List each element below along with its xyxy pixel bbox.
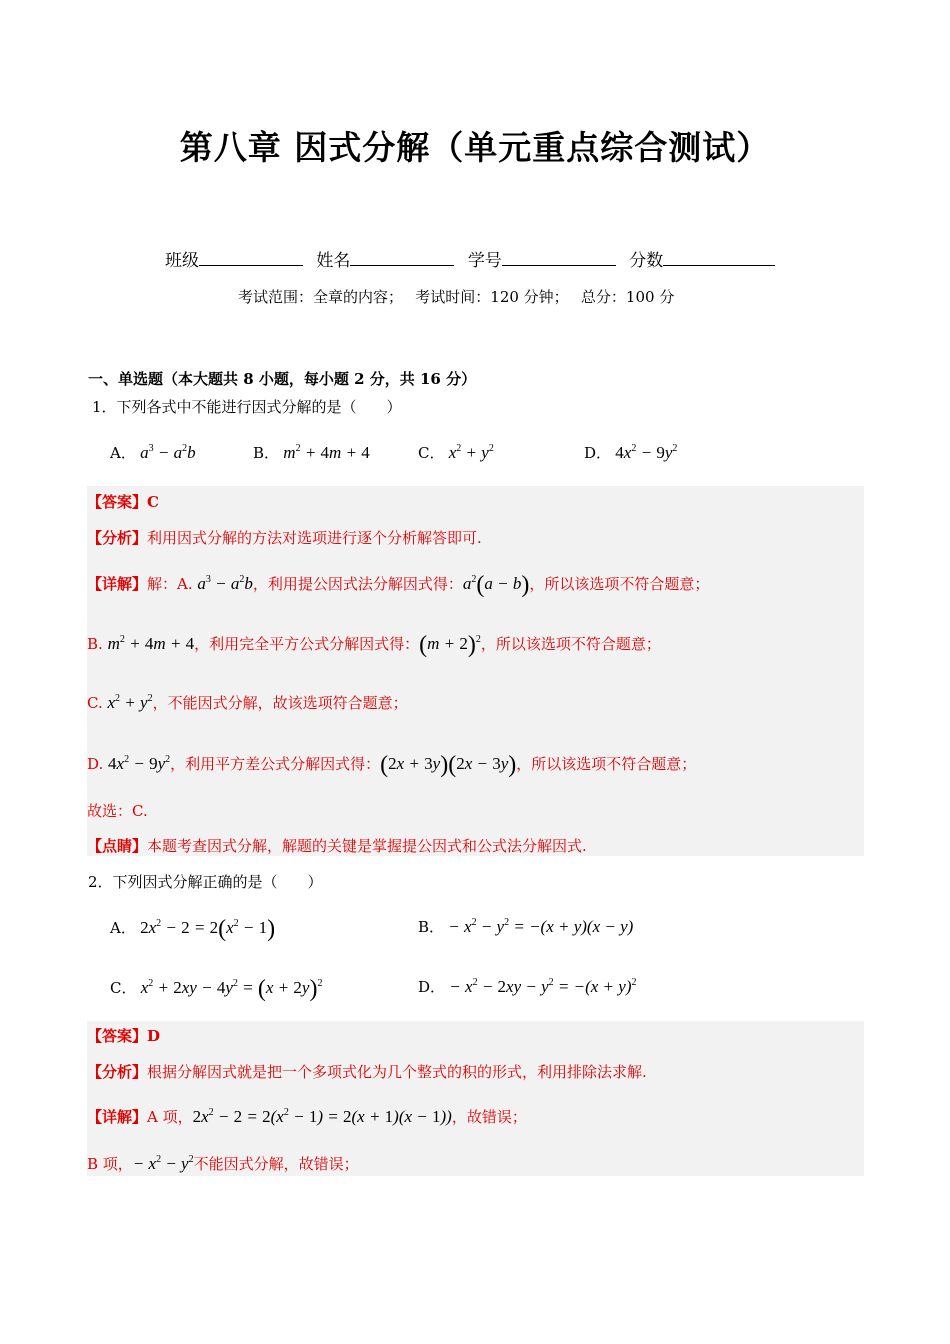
q1-option-a: A． $a^3 - a^2b$ [110,443,196,462]
q2-answer: 【答案】D [87,1027,161,1045]
q2-analysis: 【分析】根据分解因式就是把一个多项式化为几个整式的积的形式，利用排除法求解. [87,1063,647,1081]
q1-option-d: D． $4x^2 - 9y^2$ [584,443,678,462]
page-title: 第八章 因式分解（单元重点综合测试） [179,128,771,167]
q1-solution-panel [87,486,864,856]
q1-detail-c: C. $x^2 + y^2$，不能因式分解，故该选项符合题意； [87,693,408,712]
q1-option-c: C． $x^2 + y^2$ [418,443,494,462]
q1-option-c-math: $x^2 + y^2$ [444,443,494,462]
class-label: 班级 [165,251,199,271]
q2-option-a: A． $2x^2 - 2 = 2(x^2 - 1)$ [110,916,276,942]
section-title: 一、单选题（本大题共 8 小题，每小题 2 分，共 16 分） [88,370,477,388]
name-blank [350,249,454,266]
q2-detail-b: B 项，− $x^2 - y^2$不能因式分解，故错误； [87,1154,359,1173]
q2-option-a-math: $2x^2 - 2 = 2(x^2 - 1)$ [140,916,276,942]
q1-option-a-math: $a^3 - a^2b$ [135,443,196,462]
student-info-row [165,246,775,271]
q1-option-b: B． $m^2 + 4m + 4$ [253,443,370,462]
class-blank [199,249,303,266]
q2-option-d-math: − $x^2 - 2xy - y^2 = -(x + y)^2$ [445,977,637,996]
score-label: 分数 [629,251,664,271]
q1-stem: 1．下列各式中不能进行因式分解的是（ ） [92,398,402,416]
id-label: 学号 [467,251,502,271]
q2-option-d: D． − $x^2 - 2xy - y^2 = -(x + y)^2$ [418,977,637,996]
q1-detail-a: 【详解】解：A. $a^3 - a^2b$，利用提公因式法分解因式得：$a^2(a - b)$，所以该选项不符合题意； [87,572,710,598]
q2-option-c-math: $x^2 + 2xy - 4y^2 = (x + 2y)^2$ [136,976,323,1002]
q1-comment: 【点睛】本题考查因式分解，解题的关键是掌握提公因式和公式法分解因式. [87,837,587,855]
q1-option-b-math: $m^2 + 4m + 4$ [279,443,370,462]
name-label: 姓名 [316,251,351,271]
q1-detail-b: B. $m^2 + 4m + 4$，利用完全平方公式分解因式得：$(m + 2)^2$，所以该选项不符合题意； [87,632,661,658]
q1-answer: 【答案】C [87,493,159,511]
q2-option-b: B． − $x^2 - y^2 = -(x + y)(x - y)$ [418,917,634,936]
q2-stem: 2．下列因式分解正确的是（ ） [88,873,323,891]
q1-choice: 故选：C. [87,802,148,820]
q1-option-d-math: $4x^2 - 9y^2$ [615,443,678,462]
q2-option-b-math: − $x^2 - y^2 = -(x + y)(x - y)$ [444,917,634,936]
id-blank [502,249,616,266]
exam-scope: 考试范围：全章的内容； 考试时间：120 分钟； 总分：100 分 [238,288,675,306]
q2-solution-panel [87,1021,864,1176]
q2-option-c: C． $x^2 + 2xy - 4y^2 = (x + 2y)^2$ [110,976,323,1002]
q1-detail-d: D. $4x^2 - 9y^2$，利用平方差公式分解因式得：(2x + 3y)(2x − 3y)，所以该选项不符合题意； [87,752,697,778]
score-blank [663,249,775,266]
q1-analysis: 【分析】利用因式分解的方法对选项进行逐个分析解答即可. [87,529,482,547]
q2-detail-a: 【详解】A 项，$2x^2 - 2 = 2(x^2 - 1) = 2(x + 1)(x - 1)$)，故错误； [87,1107,527,1126]
